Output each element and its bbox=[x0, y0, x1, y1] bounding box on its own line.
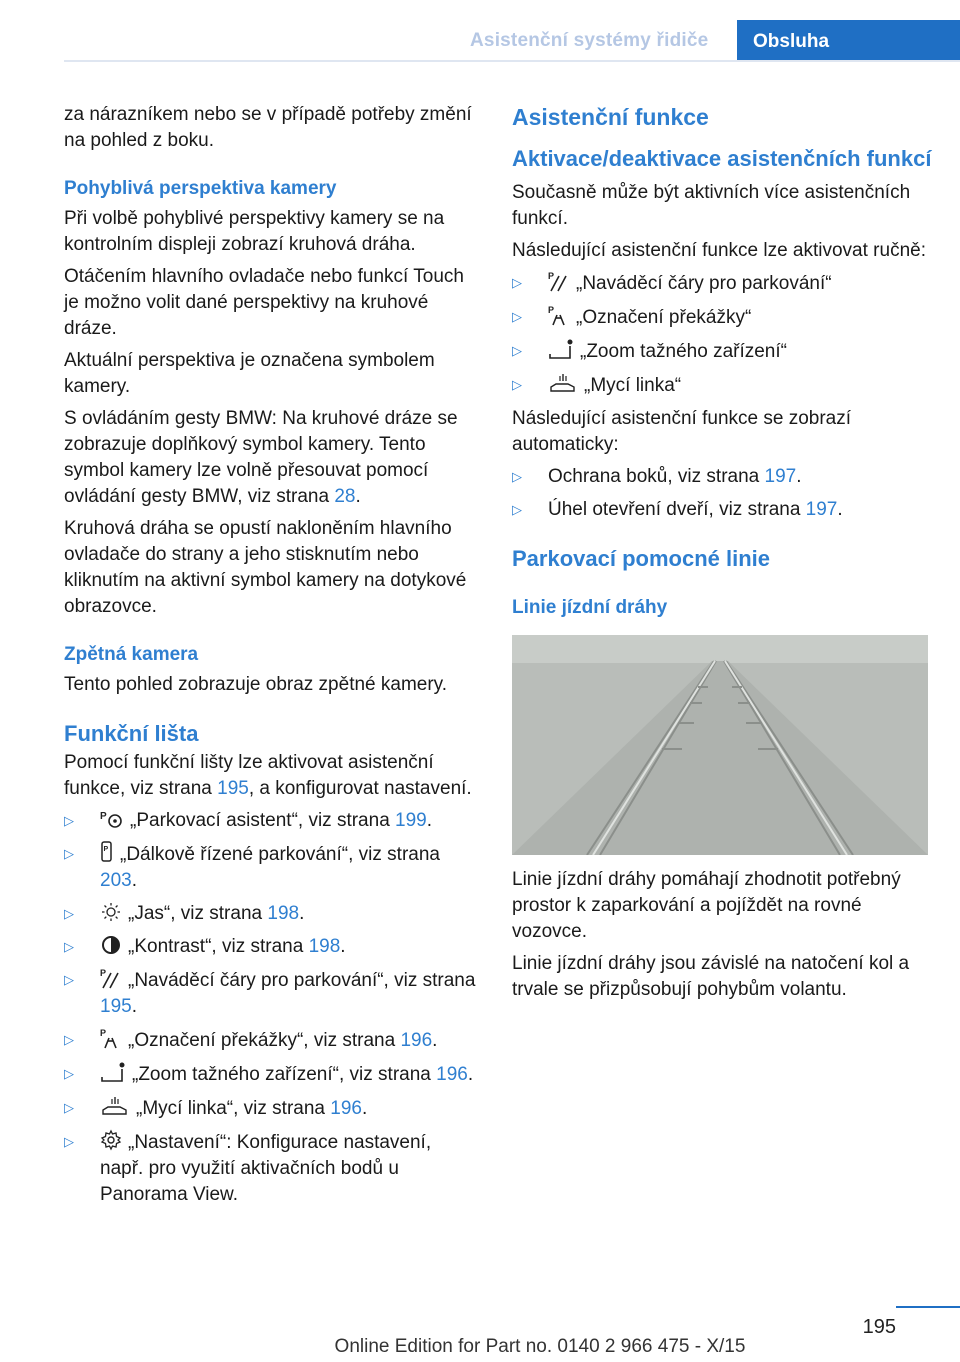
page-link[interactable]: 198 bbox=[267, 903, 300, 924]
paragraph bbox=[64, 750, 479, 802]
list-item: ▷ P „Parkovací asistent“, viz strana 199. bbox=[64, 808, 479, 834]
list-item: ▷ Úhel otevření dveří, viz strana 197. bbox=[512, 497, 932, 523]
contrast-icon bbox=[100, 935, 122, 955]
page-link[interactable]: 203 bbox=[100, 870, 132, 891]
car-wash-icon bbox=[100, 1095, 130, 1117]
page-link[interactable]: 198 bbox=[308, 936, 341, 957]
list-item bbox=[64, 1129, 479, 1208]
page-link[interactable]: 197 bbox=[764, 466, 797, 487]
list-item: ▷ P „Dálkově řízené parkování“, viz strana 203. bbox=[64, 841, 479, 894]
bullet-arrow-icon: ▷ bbox=[64, 813, 74, 828]
svg-text:P: P bbox=[103, 846, 109, 853]
header-rule bbox=[64, 60, 960, 62]
bullet-arrow-icon: ▷ bbox=[64, 1134, 74, 1149]
tow-hitch-icon bbox=[100, 1061, 126, 1083]
bullet-arrow-icon: ▷ bbox=[64, 846, 74, 861]
page-link[interactable]: 196 bbox=[436, 1064, 468, 1085]
bullet-arrow-icon: ▷ bbox=[64, 1032, 74, 1047]
svg-text:P: P bbox=[100, 968, 107, 978]
text: S ovládáním gesty BMW: Na kruhové dráze se zobrazuje doplňkový symbol kamery. Tento symbol kamery lze volně přesouvat pomocí ovládání gesty BMW, viz strana bbox=[64, 408, 458, 507]
list-item: ▷ „Zoom tažného zařízení“, viz strana 196. bbox=[64, 1061, 479, 1088]
header-section-title: Asistenční systémy řidiče bbox=[470, 30, 709, 51]
parking-lines-icon bbox=[548, 270, 570, 292]
bullet-arrow-icon: ▷ bbox=[64, 1100, 74, 1115]
list-item: ▷ P „Označení překážky“, viz strana 196. bbox=[64, 1028, 438, 1051]
page-link[interactable]: 197 bbox=[805, 499, 838, 520]
text: „Mycí linka“, viz strana bbox=[136, 1098, 331, 1119]
bullet-arrow-icon: ▷ bbox=[512, 377, 522, 392]
svg-text:P: P bbox=[548, 271, 555, 281]
text: „Označení překážky“, viz strana bbox=[128, 1030, 401, 1051]
header-tab: Obsluha bbox=[737, 20, 960, 62]
text: Pomocí funkční lišty lze aktivovat asistenční funkce, viz strana bbox=[64, 752, 434, 799]
function-bar-list bbox=[64, 808, 479, 1208]
list-item bbox=[512, 304, 932, 331]
page-link[interactable]: 195 bbox=[217, 778, 249, 799]
manual-functions-list bbox=[512, 270, 932, 399]
page-link[interactable]: 199 bbox=[395, 810, 427, 831]
bullet-arrow-icon: ▷ bbox=[512, 343, 522, 358]
page-number: 195 bbox=[862, 1316, 896, 1338]
list-item: ▷ Ochrana boků, viz strana 197. bbox=[512, 464, 932, 490]
text: „Označení překážky“ bbox=[576, 307, 752, 328]
page-link[interactable]: 195 bbox=[100, 996, 132, 1017]
obstacle-icon bbox=[548, 304, 570, 326]
list-item: ▷ „Kontrast“, viz strana 198. bbox=[64, 934, 479, 960]
paragraph: Tento pohled zobrazuje obraz zpětné kamery. bbox=[64, 674, 448, 695]
heading-parking-lines: Parkovací pomocné linie bbox=[512, 546, 770, 571]
footer-edition: Online Edition for Part no. 0140 2 966 475 - X/15 bbox=[334, 1336, 746, 1357]
page-link[interactable]: 28 bbox=[334, 486, 356, 507]
paragraph: Současně může být aktivních více asistenčních funkcí. bbox=[512, 182, 911, 229]
text: „Kontrast“, viz strana bbox=[128, 936, 309, 957]
footer-rule bbox=[896, 1306, 960, 1308]
text: „Mycí linka“ bbox=[584, 375, 682, 396]
heading-activation: Aktivace/deaktivace asistenčních funkcí bbox=[512, 146, 932, 171]
page-link[interactable]: 196 bbox=[330, 1098, 362, 1119]
svg-text:P: P bbox=[100, 811, 107, 822]
paragraph: Následující asistenční funkce lze aktivovat ručně: bbox=[512, 240, 926, 261]
bullet-arrow-icon: ▷ bbox=[512, 275, 522, 290]
text: „Jas“, viz strana bbox=[128, 903, 268, 924]
bullet-arrow-icon: ▷ bbox=[64, 1066, 74, 1081]
paragraph: Kruhová dráha se opustí nakloněním hlavního ovladače do strany a jeho stisknutím nebo kliknutím na aktivní symbol kamery na dotykové obrazovce. bbox=[64, 518, 467, 617]
paragraph: Při volbě pohyblivé perspektivy kamery se na kontrolním displeji zobrazí kruhová dráha. bbox=[64, 208, 445, 255]
paragraph: Otáčením hlavního ovladače nebo funkcí Touch je možno volit dané perspektivy na kruhové dráze. bbox=[64, 266, 464, 339]
text: „Dálkově řízené parkování“, viz strana bbox=[120, 844, 440, 865]
car-wash-icon bbox=[548, 372, 578, 394]
bullet-arrow-icon: ▷ bbox=[64, 906, 74, 921]
settings-icon bbox=[100, 1129, 122, 1151]
text: Úhel otevření dveří, viz strana bbox=[548, 499, 806, 520]
bullet-arrow-icon: ▷ bbox=[512, 469, 522, 484]
remote-parking-icon bbox=[100, 841, 114, 863]
heading-moving-perspective: Pohyblivá perspektiva kamery bbox=[64, 178, 337, 199]
paragraph: Linie jízdní dráhy pomáhají zhodnotit potřebný prostor k zaparkování a pojíždět na rovné vozovce. bbox=[512, 869, 901, 942]
brightness-icon bbox=[100, 902, 122, 922]
obstacle-icon bbox=[100, 1027, 122, 1049]
list-item: ▷ P „Naváděcí čáry pro parkování“, viz strana 195. bbox=[64, 968, 476, 1017]
paragraph: Aktuální perspektiva je označena symbolem kamery. bbox=[64, 350, 435, 397]
list-item bbox=[512, 338, 932, 365]
tow-hitch-icon bbox=[548, 338, 574, 360]
paragraph: Následující asistenční funkce se zobrazí automaticky: bbox=[512, 408, 852, 455]
paragraph: S ovládáním gesty BMW: Na kruhové dráze se zobrazuje doplňkový symbol kamery. Tento symbol kamery lze volně přesouvat pomocí ovládání gesty BMW, viz strana 28. bbox=[64, 408, 458, 507]
svg-text:P: P bbox=[548, 305, 555, 315]
bullet-arrow-icon: ▷ bbox=[64, 972, 74, 987]
text: „Nastavení“: Konfigurace nastavení, např. pro využití aktivačních bodů u Panorama View. bbox=[100, 1132, 432, 1205]
heading-track-lines: Linie jízdní dráhy bbox=[512, 597, 668, 618]
text: Ochrana boků, viz strana bbox=[548, 466, 765, 487]
text: „Zoom tažného zařízení“ bbox=[580, 341, 787, 362]
page-link[interactable]: 196 bbox=[400, 1030, 433, 1051]
list-item: ▷ „Jas“, viz strana 198. bbox=[64, 901, 479, 927]
text: „Parkovací asistent“, viz strana bbox=[130, 810, 396, 831]
right-column bbox=[512, 102, 932, 1009]
list-item bbox=[512, 372, 932, 399]
heading-rear-camera: Zpětná kamera bbox=[64, 644, 199, 665]
bullet-arrow-icon: ▷ bbox=[512, 309, 522, 324]
left-column bbox=[64, 102, 479, 1215]
auto-functions-list bbox=[512, 464, 932, 523]
text: „Naváděcí čáry pro parkování“ bbox=[576, 273, 832, 294]
track-lines-illustration bbox=[512, 635, 928, 855]
parking-lines-icon bbox=[100, 967, 122, 989]
text: , a konfigurovat nastavení. bbox=[248, 778, 472, 799]
paragraph: za nárazníkem nebo se v případě potřeby změní na pohled z boku. bbox=[64, 104, 472, 151]
list-item: ▷ „Mycí linka“, viz strana 196. bbox=[64, 1095, 479, 1122]
heading-function-bar: Funkční lišta bbox=[64, 721, 199, 746]
paragraph: Linie jízdní dráhy jsou závislé na natočení kol a trvale se přizpůsobují pohybům volantu. bbox=[512, 953, 910, 1000]
svg-text:P: P bbox=[100, 1028, 107, 1038]
heading-assist-functions: Asistenční funkce bbox=[512, 104, 709, 130]
bullet-arrow-icon: ▷ bbox=[64, 939, 74, 954]
list-item bbox=[512, 270, 932, 297]
bullet-arrow-icon: ▷ bbox=[512, 502, 522, 517]
text: „Naváděcí čáry pro parkování“, viz strana bbox=[128, 970, 476, 991]
park-assist-icon bbox=[100, 809, 124, 829]
text: „Zoom tažného zařízení“, viz strana bbox=[132, 1064, 437, 1085]
